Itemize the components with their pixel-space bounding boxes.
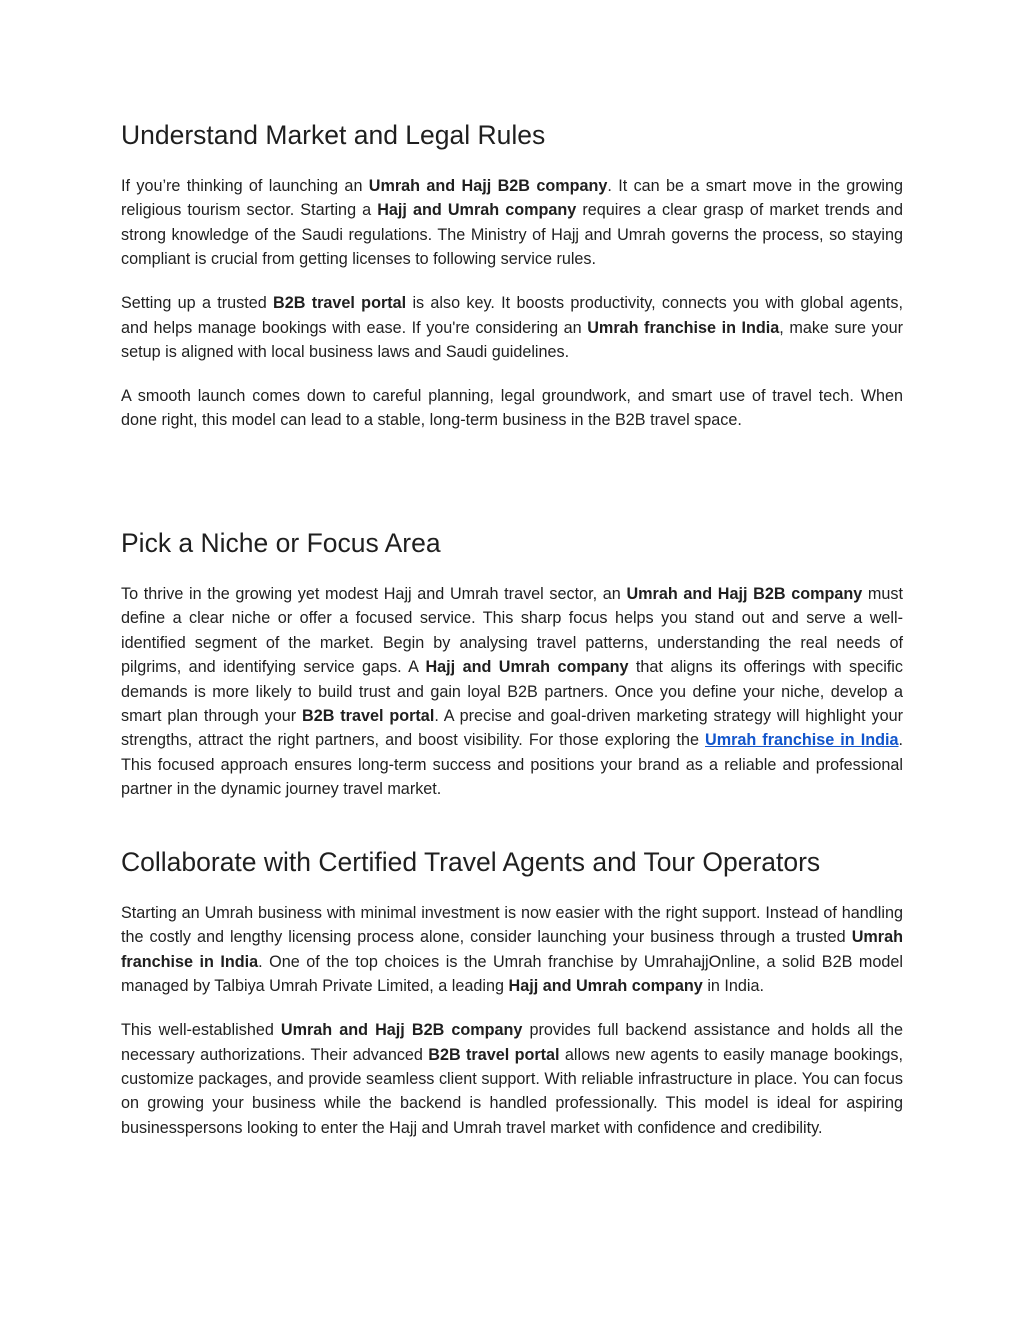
umrah-franchise-link[interactable]: Umrah franchise in India xyxy=(705,731,899,750)
text: provides full backend assistance and holds all the necessary authorizations. Their advanced xyxy=(121,1021,903,1064)
text: To thrive in the growing yet modest Hajj and Umrah travel sector, an xyxy=(121,585,627,603)
text: that aligns its offerings with specific demands is more likely to build trust and gain loyal B2B partners. Once you define your niche, develop a smart plan through your xyxy=(121,658,903,726)
heading-market-legal: Understand Market and Legal Rules xyxy=(121,120,546,150)
text: A smooth launch comes down to careful planning, legal groundwork, and smart use of travel tech. When done right, this model can lead to a stable, long-term business in the B2B travel space. xyxy=(121,387,903,430)
text: . This focused approach ensures long-term success and positions your brand as a reliable and professional partner in the dynamic journey travel market. xyxy=(121,731,903,799)
bold-text: Umrah and Hajj B2B company xyxy=(280,1021,523,1040)
bold-text: Hajj and Umrah company xyxy=(508,977,703,996)
paragraph xyxy=(121,174,903,272)
text: . One of the top choices is the Umrah franchise by UmrahajjOnline, a solid B2B model managed by Talbiya Umrah Private Limited, a leading xyxy=(121,952,903,996)
paragraph xyxy=(121,1018,903,1140)
text: Setting up a trusted xyxy=(121,294,274,313)
heading-collaborate: Collaborate with Certified Travel Agents and Tour Operators xyxy=(121,847,821,877)
bold-text: Umrah and Hajj B2B company xyxy=(368,177,608,195)
heading-niche: Pick a Niche or Focus Area xyxy=(121,528,441,558)
bold-text: Hajj and Umrah company xyxy=(377,201,577,220)
bold-text: Umrah franchise in India xyxy=(121,928,903,971)
text: requires a clear grasp of market trends and strong knowledge of the Saudi regulations. The Ministry of Hajj and Umrah governs the process, so staying compliant is crucial from getting licenses to following service rules. xyxy=(121,201,903,269)
bold-text: B2B travel portal xyxy=(273,294,407,313)
section-collaborate xyxy=(121,845,903,1140)
paragraph xyxy=(121,291,903,364)
text: If you’re thinking of launching an xyxy=(121,177,369,195)
text: . It can be a smart move in the growing religious tourism sector. Starting a xyxy=(121,177,903,220)
text: Starting an Umrah business with minimal investment is now easier with the right support. Instead of handling the costly and lengthy licensing process alone, consider launching your business through a trusted xyxy=(121,904,903,947)
paragraph xyxy=(121,582,903,802)
bold-text: Hajj and Umrah company xyxy=(425,658,629,677)
section-market-legal xyxy=(121,118,903,433)
bold-text: Umrah and Hajj B2B company xyxy=(626,585,863,603)
paragraph xyxy=(121,384,903,433)
text: This well-established xyxy=(121,1021,281,1040)
text: , make sure your setup is aligned with local business laws and Saudi guidelines. xyxy=(121,318,903,362)
document-page xyxy=(121,118,904,1137)
paragraph xyxy=(121,901,903,999)
section-niche xyxy=(121,526,903,802)
text: . A precise and goal-driven marketing strategy will highlight your strengths, attract the right partners, and boost visibility. For those exploring the xyxy=(121,707,903,750)
bold-text: B2B travel portal xyxy=(428,1045,560,1064)
bold-text: B2B travel portal xyxy=(302,707,435,726)
text: is also key. It boosts productivity, connects you with global agents, and helps manage bookings with ease. If you're considering an xyxy=(121,294,903,337)
text: must define a clear niche or offer a focused service. This sharp focus helps you stand out and serve a well-identified segment of the market. Begin by analysing travel patterns, understanding the real needs of pilgrims, and identifying service gaps. A xyxy=(121,585,904,677)
bold-text: Umrah franchise in India xyxy=(587,318,780,337)
text: allows new agents to easily manage bookings, customize packages, and provide seamless client support. With reliable infrastructure in place. You can focus on growing your business while the backend is handled professionally. This model is ideal for aspiring businesspersons looking to enter the Hajj and Umrah travel market with confidence and credibility. xyxy=(121,1045,903,1137)
text: in India. xyxy=(702,977,765,996)
